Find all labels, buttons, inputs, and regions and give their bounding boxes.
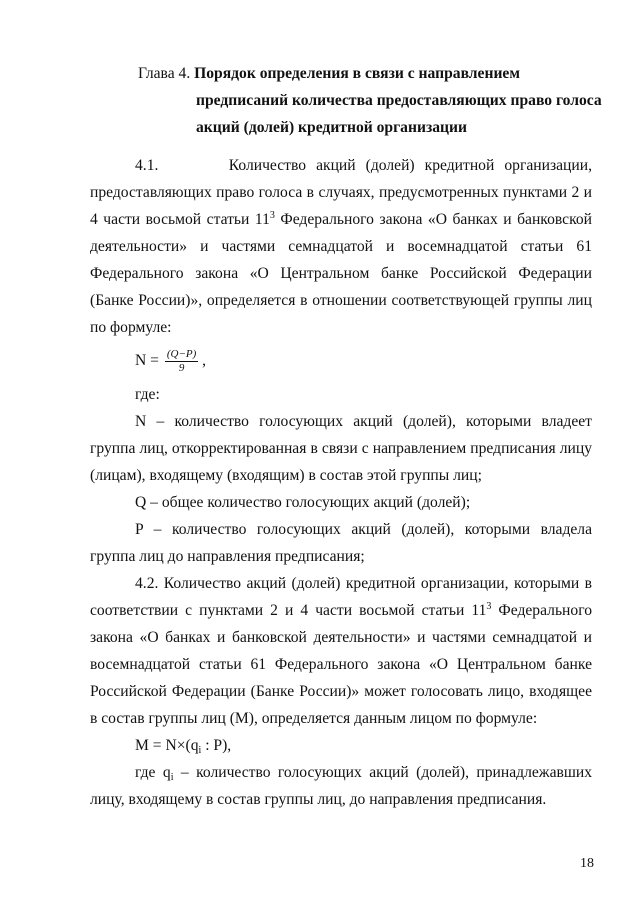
chapter-title-line-3: акций (долей) кредитной организации bbox=[196, 119, 467, 136]
definition-n: N – количество голосующих акций (долей), которыми владеет группа лиц, откорректированная в связи с направлением предписания лицу (лицам), входящему (входящим) в состав этой группы лиц; bbox=[90, 413, 592, 484]
definition-qi-subscript: i bbox=[170, 772, 174, 783]
paragraph-4-1-text-cont: Федерального закона «О банках и банковской деятельности» и частями семнадцатой и восемнадцатой статьи 61 Федерального закона «О Центральном банке Российской Федерации (Банке России)», определяется в отношении соответствующей группы лиц по формуле: bbox=[90, 211, 593, 336]
definition-qi-pre: где q bbox=[135, 764, 171, 781]
where-label: где: bbox=[135, 386, 160, 403]
paragraph-4-2-text: 4.2. Количество акций (долей) кредитной организации, которыми в соответствии с пунктами 2 и 4 части восьмой статьи 11 bbox=[90, 575, 592, 619]
definition-p: P – количество голосующих акций (долей), которыми владела группа лиц до направления предписания; bbox=[90, 521, 592, 565]
formula-n bbox=[90, 341, 592, 381]
formula-fraction bbox=[165, 348, 198, 375]
chapter-title-line-2: предписаний количества предоставляющих право голоса bbox=[196, 92, 602, 109]
formula-m-pre: M = N×(q bbox=[135, 737, 199, 754]
formula-denominator: 9 bbox=[178, 361, 185, 374]
chapter-label: Глава 4. bbox=[138, 65, 191, 82]
formula-m bbox=[90, 732, 592, 759]
formula-m-subscript: i bbox=[198, 745, 202, 756]
document-body bbox=[90, 152, 592, 813]
formula-n-tail: , bbox=[198, 352, 207, 369]
paragraph-4-1-text: Количество акций (долей) кредитной организации, предоставляющих право голоса в случаях, предусмотренных пунктами 2 и 4 части восьмой статьи 11 bbox=[90, 157, 592, 228]
definition-q: Q – общее количество голосующих акций (долей); bbox=[135, 494, 471, 511]
paragraph-4-1-number: 4.1. bbox=[135, 157, 159, 174]
formula-m-post: : P), bbox=[201, 737, 232, 754]
paragraph-4-2 bbox=[90, 570, 592, 732]
paragraph-4-2-text-cont: Федерального закона «О банках и банковской деятельности» и частями семнадцатой и восемнадцатой статьи 61 Федерального закона «О Центральном банке Российской Федерации (Банке России)» может голосовать лицо, входящее в состав группы лиц (M), определяется данным лицом по формуле: bbox=[90, 602, 592, 727]
superscript: 3 bbox=[269, 210, 275, 221]
definition-qi-post: – количество голосующих акций (долей), принадлежавших лицу, входящему в состав группы лиц, до направления предписания. bbox=[90, 764, 593, 808]
chapter-title-line-1: Порядок определения в связи с направлением bbox=[194, 65, 520, 82]
chapter-heading bbox=[138, 60, 608, 141]
formula-numerator: (Q−P) bbox=[166, 347, 197, 360]
formula-n-lhs: N = bbox=[135, 352, 163, 369]
definition-qi bbox=[90, 759, 592, 813]
page-number: 18 bbox=[580, 856, 594, 871]
paragraph-4-1 bbox=[90, 152, 592, 341]
superscript: 3 bbox=[486, 601, 492, 612]
